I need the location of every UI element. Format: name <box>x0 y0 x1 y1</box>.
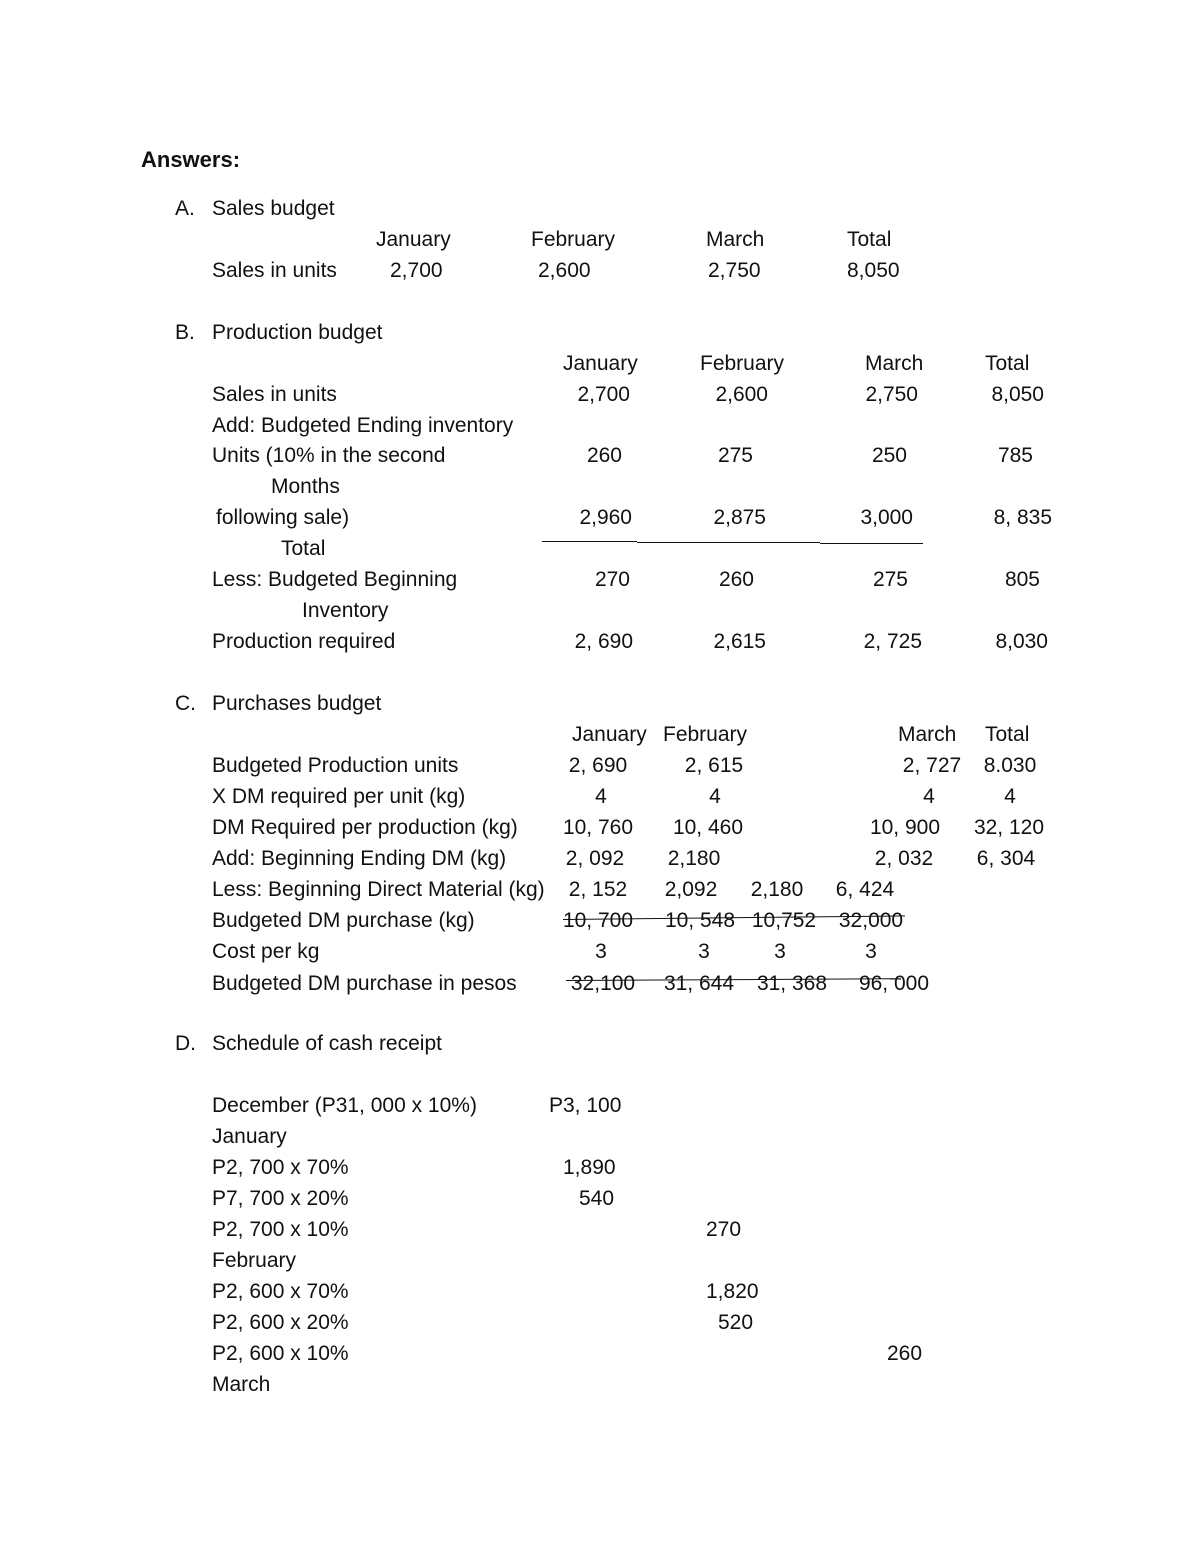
section-d-title: Schedule of cash receipt <box>212 1032 442 1055</box>
sales-header-total: Total <box>847 228 892 251</box>
production-sales-total: 8,050 <box>991 383 1044 406</box>
purchases-cell: 10, 900 <box>869 816 941 839</box>
purchases-header-total: Total <box>985 723 1030 746</box>
purchases-header-march: March <box>898 723 957 746</box>
production-months-label: Months <box>271 475 340 498</box>
cash-row-value: 270 <box>706 1218 742 1241</box>
purchases-cell: 2, 152 <box>568 878 628 901</box>
cash-january-label: January <box>212 1125 287 1148</box>
purchases-cell: 10, 460 <box>672 816 744 839</box>
production-sales-february: 2,600 <box>715 383 768 406</box>
purchases-cell: 10, 760 <box>562 816 634 839</box>
purchases-cell: 2,180 <box>667 847 721 870</box>
sales-value-february: 2,600 <box>538 259 591 282</box>
purchases-header-january: January <box>572 723 647 746</box>
cash-row-label: P2, 600 x 20% <box>212 1311 349 1334</box>
sales-row-label: Sales in units <box>212 259 337 282</box>
subtotal-rule-march <box>820 543 923 544</box>
purchases-row-label: DM Required per production (kg) <box>212 816 518 839</box>
purchases-cell: 96, 000 <box>858 972 930 995</box>
section-d-letter: D. <box>175 1032 196 1055</box>
purchases-cell: 2, 690 <box>568 754 628 777</box>
cash-december-value: P3, 100 <box>549 1094 622 1117</box>
production-subtotal-january: 2,960 <box>579 506 632 529</box>
production-required-total: 8,030 <box>995 630 1048 653</box>
section-c-letter: C. <box>175 692 196 715</box>
purchases-row-label: Budgeted DM purchase (kg) <box>212 909 475 932</box>
purchases-cell: 2,092 <box>664 878 718 901</box>
purchases-row-label: Budgeted Production units <box>212 754 459 777</box>
production-header-february: February <box>700 352 785 375</box>
section-a-letter: A. <box>175 197 195 220</box>
production-subtotal-february: 2,875 <box>713 506 766 529</box>
purchases-cell: 32, 120 <box>973 816 1045 839</box>
production-subtotal-march: 3,000 <box>860 506 913 529</box>
purchases-cell: 3 <box>865 940 877 963</box>
sales-header-february: February <box>531 228 616 251</box>
production-following-label: following sale) <box>216 506 350 529</box>
production-subtotal-total: 8, 835 <box>993 506 1052 529</box>
production-required-march: 2, 725 <box>863 630 922 653</box>
purchases-cell: 4 <box>1004 785 1016 808</box>
production-beginning-total: 805 <box>1004 568 1040 591</box>
production-header-march: March <box>865 352 924 375</box>
cash-row-value: 1,820 <box>706 1280 759 1303</box>
purchases-cell: 8.030 <box>983 754 1037 777</box>
purchases-cell: 6, 304 <box>976 847 1036 870</box>
production-inventory-label: Inventory <box>302 599 389 622</box>
production-required-february: 2,615 <box>713 630 766 653</box>
purchases-cell: 4 <box>595 785 607 808</box>
production-header-january: January <box>563 352 638 375</box>
production-ending-february: 275 <box>717 444 753 467</box>
production-ending-total: 785 <box>997 444 1033 467</box>
purchases-cell: 31, 644 <box>663 972 735 995</box>
purchases-cell: 10,752 <box>751 909 817 932</box>
cash-row-label: P7, 700 x 20% <box>212 1187 349 1210</box>
cash-row-label: P2, 700 x 70% <box>212 1156 349 1179</box>
purchases-cell: 2, 032 <box>874 847 934 870</box>
cash-row-label: P2, 700 x 10% <box>212 1218 349 1241</box>
purchases-cell: 3 <box>774 940 786 963</box>
cash-march-label: March <box>212 1373 271 1396</box>
section-a-title: Sales budget <box>212 197 335 220</box>
production-required-january: 2, 690 <box>574 630 633 653</box>
production-required-label: Production required <box>212 630 396 653</box>
purchases-cell: 10, 548 <box>664 909 736 932</box>
production-ending-january: 260 <box>586 444 622 467</box>
production-beginning-january: 270 <box>594 568 630 591</box>
page-heading: Answers: <box>141 147 241 172</box>
production-beginning-february: 260 <box>718 568 754 591</box>
section-b-letter: B. <box>175 321 195 344</box>
production-sales-march: 2,750 <box>865 383 918 406</box>
purchases-row-label: X DM required per unit (kg) <box>212 785 466 808</box>
section-c-title: Purchases budget <box>212 692 382 715</box>
sales-value-march: 2,750 <box>708 259 761 282</box>
cash-row-value: 260 <box>887 1342 923 1365</box>
purchases-header-february: February <box>663 723 748 746</box>
cash-february-label: February <box>212 1249 297 1272</box>
production-sales-label: Sales in units <box>212 383 337 406</box>
production-total-label: Total <box>281 537 326 560</box>
production-header-total: Total <box>985 352 1030 375</box>
cash-row-label: P2, 600 x 10% <box>212 1342 349 1365</box>
sales-value-total: 8,050 <box>847 259 900 282</box>
sales-value-january: 2,700 <box>390 259 443 282</box>
production-ending-march: 250 <box>871 444 907 467</box>
sales-header-january: January <box>376 228 451 251</box>
subtotal-rule-february <box>637 542 820 543</box>
purchases-cell: 2,180 <box>750 878 804 901</box>
production-beginning-march: 275 <box>872 568 908 591</box>
purchases-row-label: Add: Beginning Ending DM (kg) <box>212 847 507 870</box>
purchases-cell: 3 <box>595 940 607 963</box>
cash-row-value: 520 <box>718 1311 754 1334</box>
purchases-cell: 6, 424 <box>835 878 895 901</box>
purchases-cell: 10, 700 <box>562 909 634 932</box>
purchases-cell: 4 <box>923 785 935 808</box>
cash-row-value: 540 <box>579 1187 615 1210</box>
cash-december-label: December (P31, 000 x 10%) <box>212 1094 477 1117</box>
production-units-label: Units (10% in the second <box>212 444 446 467</box>
purchases-cell: 3 <box>698 940 710 963</box>
purchases-cell: 2, 092 <box>565 847 625 870</box>
purchases-cell: 32,100 <box>570 972 636 995</box>
section-b-title: Production budget <box>212 321 383 344</box>
purchases-cell: 2, 727 <box>902 754 962 777</box>
purchases-row-label: Cost per kg <box>212 940 320 963</box>
sales-header-march: March <box>706 228 765 251</box>
purchases-cell: 32,000 <box>838 909 904 932</box>
purchases-row-label: Less: Beginning Direct Material (kg) <box>212 878 545 901</box>
production-sales-january: 2,700 <box>577 383 630 406</box>
purchases-cell: 2, 615 <box>684 754 744 777</box>
purchases-row-label: Budgeted DM purchase in pesos <box>212 972 517 995</box>
purchases-cell: 4 <box>709 785 721 808</box>
purchases-cell: 31, 368 <box>756 972 828 995</box>
cash-row-value: 1,890 <box>563 1156 616 1179</box>
cash-row-label: P2, 600 x 70% <box>212 1280 349 1303</box>
production-less-label: Less: Budgeted Beginning <box>212 568 458 591</box>
subtotal-rule-january <box>542 541 637 542</box>
production-add-label: Add: Budgeted Ending inventory <box>212 414 514 437</box>
